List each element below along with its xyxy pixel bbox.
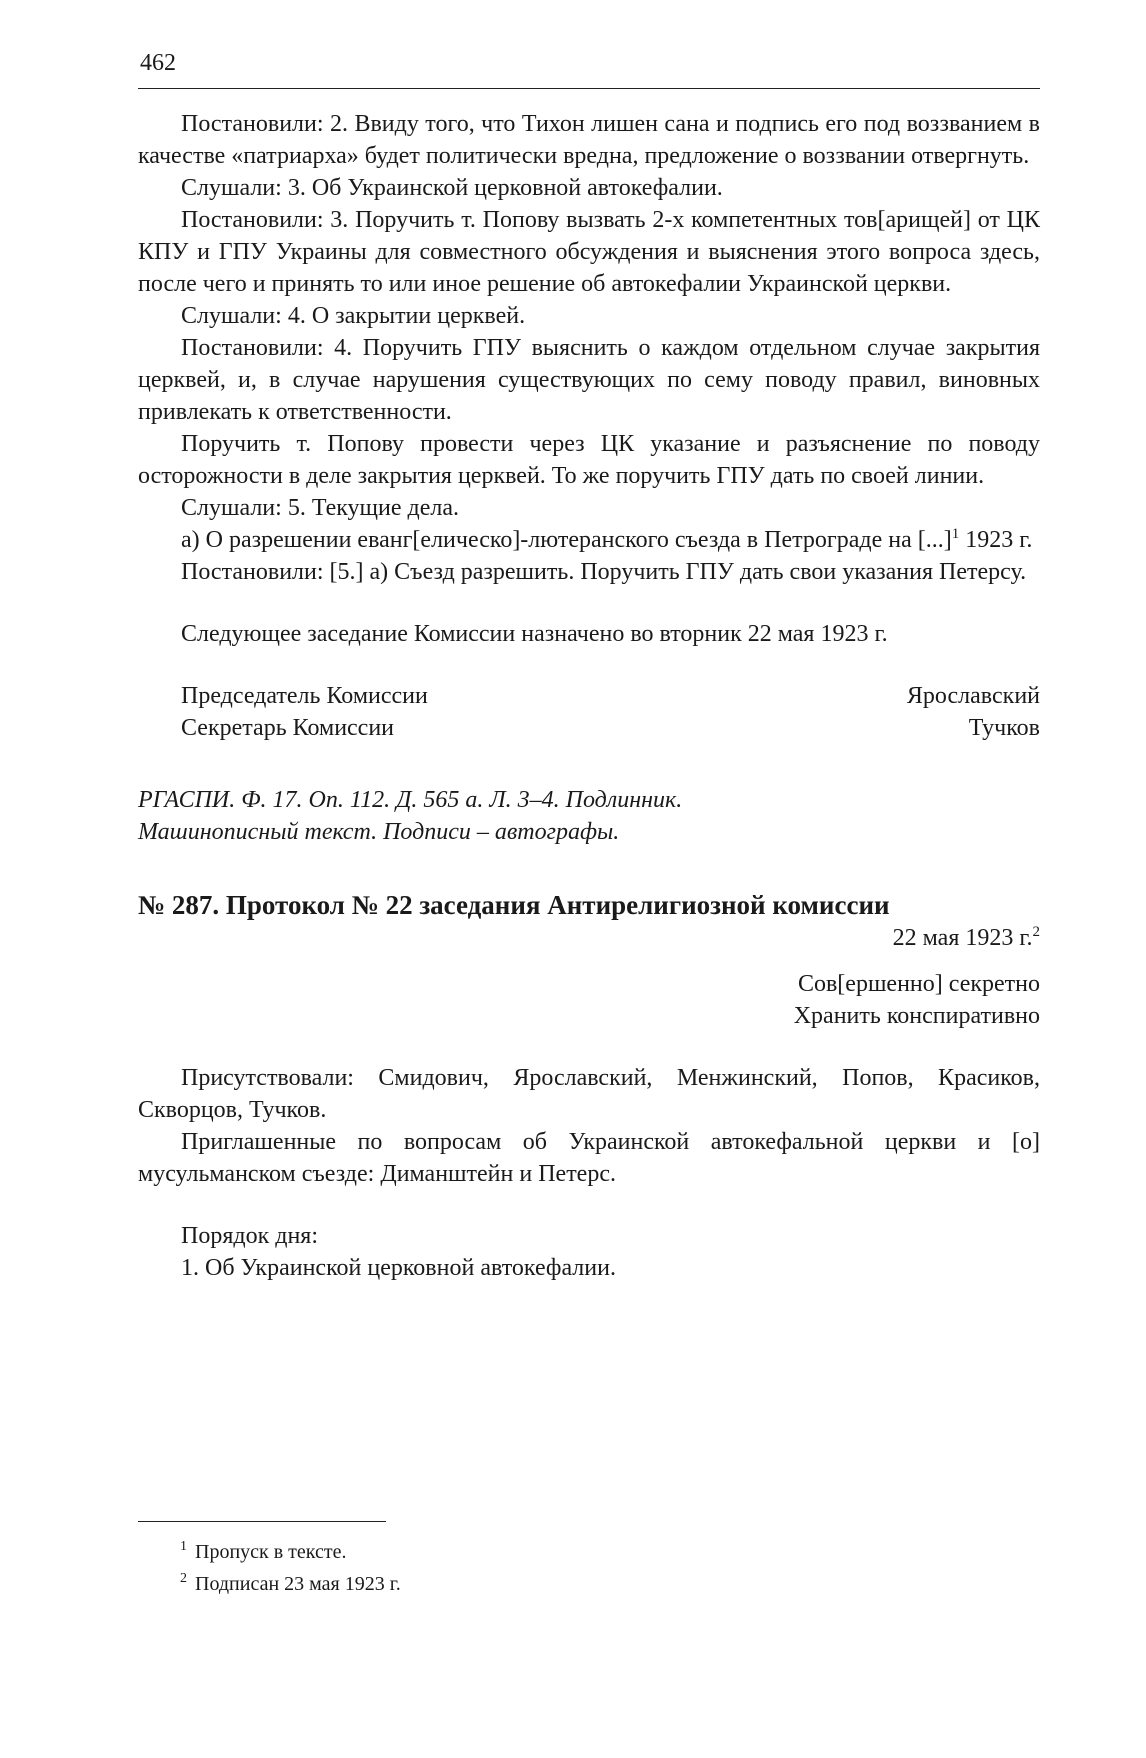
agenda-item: 1. Об Украинской церковной автокефалии.	[181, 1255, 616, 1281]
signature-role: Председатель Комиссии	[181, 683, 428, 709]
invited: Приглашенные по вопросам об Украинской автокефальной церкви и [о] мусульманском съезде: Диманштейн и Петерс.	[138, 1129, 1040, 1187]
footnotes	[180, 1536, 401, 1600]
classification-stamp	[138, 968, 1040, 1032]
signature-role: Секретарь Комиссии	[181, 715, 395, 741]
footnote-ref-1: 1	[951, 526, 960, 542]
date-text: 22 мая 1923 г.	[892, 925, 1033, 951]
classification-line: Хранить конспиративно	[793, 1003, 1040, 1029]
footnote-number: 2	[180, 1571, 187, 1587]
attendees: Присутствовали: Смидович, Ярославский, Менжинский, Попов, Красиков, Скворцов, Тучков.	[138, 1065, 1040, 1123]
paragraph: Поручить т. Попову провести через ЦК указание и разъяснение по поводу осторожности в деле закрытия церквей. То же поручить ГПУ дать по своей линии.	[138, 431, 1040, 489]
footnote-text: Подписан 23 мая 1923 г.	[195, 1573, 401, 1595]
signature-name: Тучков	[968, 715, 1040, 741]
text-after-ref: 1923 г.	[959, 527, 1033, 553]
text-before-ref: а) О разрешении еванг[елическо]-лютеранского съезда в Петрограде на [...]	[181, 527, 952, 553]
signature-name: Ярославский	[906, 683, 1040, 709]
paragraph: Постановили: [5.] а) Съезд разрешить. Поручить ГПУ дать свои указания Петерсу.	[181, 559, 1027, 585]
signature-block	[138, 680, 1040, 744]
source-line: РГАСПИ. Ф. 17. Оп. 112. Д. 565 а. Л. 3–4. Подлинник.	[138, 787, 683, 813]
paragraph: Слушали: 4. О закрытии церквей.	[181, 303, 526, 329]
paragraph: Постановили: 3. Поручить т. Попову вызвать 2-х компетентных тов[арищей] от ЦК КПУ и ГПУ Украины для совместного обсуждения и выяснения этого вопроса здесь, после чего и принять то или иное решение об автокефалии Украинской церкви.	[138, 207, 1040, 297]
paragraph: Постановили: 2. Ввиду того, что Тихон лишен сана и подпись его под воззванием в качестве «патриарха» будет политически вредна, предложение о воззвании отвергнуть.	[138, 111, 1040, 169]
next-meeting: Следующее заседание Комиссии назначено во вторник 22 мая 1923 г.	[181, 621, 888, 647]
signature-names	[907, 680, 1040, 744]
footnote-number: 1	[180, 1539, 187, 1555]
footnote-rule	[138, 1521, 386, 1522]
footnote-text: Пропуск в тексте.	[195, 1541, 347, 1563]
footnote	[180, 1536, 401, 1568]
paragraph-with-footnote	[138, 524, 1040, 556]
agenda-title: Порядок дня:	[181, 1223, 319, 1249]
footnote	[180, 1568, 401, 1600]
footnote-ref-2: 2	[1032, 924, 1040, 940]
document-heading: № 287. Протокол № 22 заседания Антирелигиозной комиссии	[138, 890, 890, 920]
classification-line: Сов[ершенно] секретно	[797, 971, 1040, 997]
header-rule	[138, 88, 1040, 89]
paragraph: Постановили: 4. Поручить ГПУ выяснить о каждом отдельном случае закрытия церквей, и, в случае нарушения существующих по сему поводу правил, виновных привлекать к ответственности.	[138, 335, 1040, 425]
main-text	[138, 108, 1040, 1284]
document-date	[138, 922, 1040, 954]
signature-roles	[181, 680, 428, 744]
source-line: Машинописный текст. Подписи – автографы.	[138, 819, 620, 845]
paragraph: Слушали: 5. Текущие дела.	[181, 495, 460, 521]
archival-source	[138, 784, 1040, 848]
paragraph: Слушали: 3. Об Украинской церковной автокефалии.	[181, 175, 723, 201]
page-number: 462	[140, 50, 176, 76]
